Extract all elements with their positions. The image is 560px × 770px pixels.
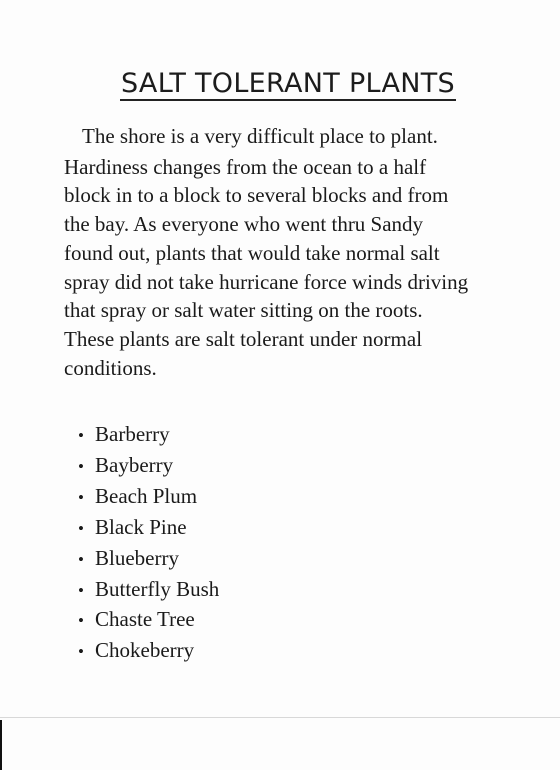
list-item (78, 636, 219, 667)
list-item (78, 575, 219, 606)
intro-line: block in to a block to several blocks and from (64, 183, 449, 208)
plant-list (78, 420, 219, 667)
plant-name: Bayberry (95, 452, 174, 477)
list-item (78, 451, 219, 482)
bullet-icon: • (78, 426, 84, 445)
scan-edge-mark (0, 720, 2, 770)
bullet-icon: • (78, 487, 84, 507)
bullet-icon: • (78, 611, 84, 631)
page-title-container (0, 68, 560, 101)
page-title: SALT TOLERANT PLANTS (120, 68, 455, 99)
intro-line: that spray or salt water sitting on the roots. (64, 298, 423, 323)
plant-name: Chokeberry (95, 638, 195, 663)
list-item (78, 513, 219, 544)
plant-name: Beach Plum (95, 483, 198, 508)
plant-name: Blueberry (95, 545, 179, 570)
plant-name: Black Pine (95, 514, 187, 539)
intro-line: Hardiness changes from the ocean to a half (64, 154, 427, 179)
plant-name: Barberry (95, 422, 170, 446)
bullet-icon: • (78, 518, 84, 538)
bullet-icon: • (78, 456, 84, 476)
scan-fold-line (0, 717, 560, 718)
intro-paragraph (64, 122, 534, 382)
intro-line: These plants are salt tolerant under normal (64, 326, 423, 351)
list-item (78, 420, 219, 451)
list-item (78, 605, 219, 636)
plant-name: Butterfly Bush (95, 576, 220, 601)
bullet-icon: • (78, 580, 84, 600)
intro-line: found out, plants that would take normal salt (64, 240, 440, 265)
intro-line: the bay. As everyone who went thru Sandy (64, 212, 424, 237)
list-item (78, 544, 219, 575)
plant-name: Chaste Tree (95, 607, 195, 632)
intro-line: The shore is a very difficult place to plant. (82, 124, 438, 148)
intro-line: conditions. (64, 355, 157, 380)
bullet-icon: • (78, 642, 84, 662)
list-item (78, 482, 219, 513)
bullet-icon: • (78, 549, 84, 569)
intro-line: spray did not take hurricane force winds driving (64, 269, 469, 294)
